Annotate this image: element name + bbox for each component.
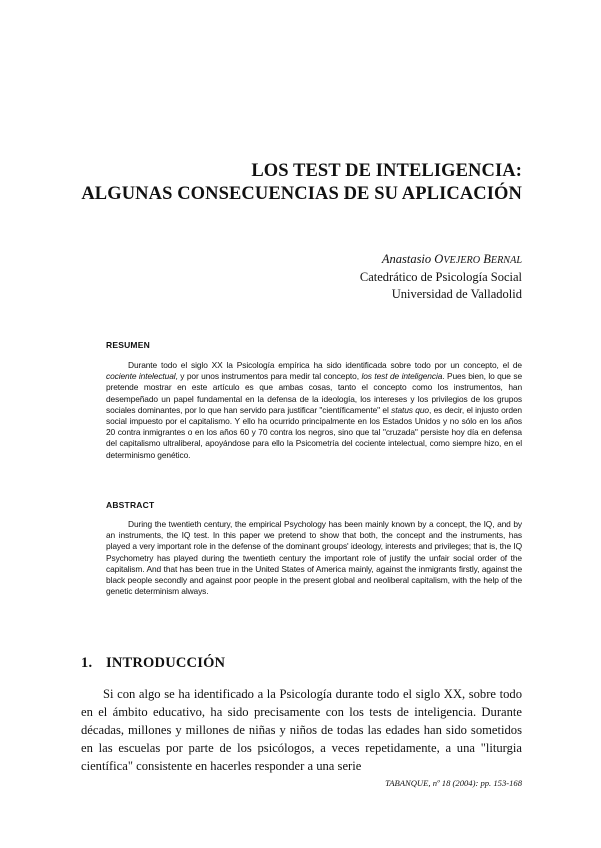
title-line-2: ALGUNAS CONSECUENCIAS DE SU APLICACIÓN [81,184,522,204]
section-number: 1. [81,655,93,671]
author-position: Catedrático de Psicología Social [359,270,522,284]
resumen-text: Durante todo el siglo XX la Psicología empírica ha sido identificada sobre todo por un concepto, el de cociente intelectual, y por unos instrumentos para medir tal concepto, los test de inteligencia. Pues bien, lo que se pretende mostrar en este artículo es que ambas cosas, tanto el concepto como los instrumentos, han desempeñado un papel fundamental en la defensa de la ideología, los intereses y los privilegios de los grupos sociales dominantes, por lo que han servido para justificar "científicamente" el status quo, es decir, el injusto orden social impuesto por el capitalismo. Y ello ha ocurrido principalmente en los Estados Unidos y no sólo en los años 20 contra inmigrantes o en los años 60 y 70 contra los negros, sino que tal "cruzada" persiste hoy día en defensa del capitalismo ultraliberal, apoyándose para ello la Psicometría del cociente intelectual, como siempre hizo, en el determinismo genético. [106,360,523,460]
article-title [80,160,522,206]
abstract-heading: ABSTRACT [106,500,155,510]
title-line-1: LOS TEST DE INTELIGENCIA: [251,161,522,181]
author-name: Anastasio OVEJERO BERNAL [381,252,522,266]
abstract-text: During the twentieth century, the empirical Psychology has been mainly known by a concept, the IQ, and by an instruments, the IQ test. In this paper we pretend to show that both, the concept and the instruments, has played a very important role in the defense of the dominant groups' ideology, interests and privileges; that is, the IQ Psychometry has played during the twentieth century the important role of justify the unfair social order of the capitalism. And that has been true in the United States of America mainly, against the inmigrants firstly, against the black people secondly and against poor people in the present global and neoliberal capitalism, with the help of the genetic determinism always. [106,519,522,597]
section-heading [81,655,225,672]
body-paragraph: Si con algo se ha identificado a la Psicología durante todo el siglo XX, sobre todo en el ámbito educativo, ha sido precisamente con los tests de inteligencia. Durante décadas, millones y millones de niñas y niños de todas las edades han sido sometidos en las escuelas por parte de los psicólogos, a veces repetidamente, a una "liturgia científica" consistente en hacerles responder a una serie [81,687,522,773]
resumen-heading: RESUMEN [106,340,150,350]
author-institution: Universidad de Valladolid [391,287,522,301]
section-title: INTRODUCCIÓN [106,655,226,671]
journal-citation: TABANQUE, nº 18 (2004): pp. 153-168 [385,778,522,788]
author-block [250,251,522,303]
